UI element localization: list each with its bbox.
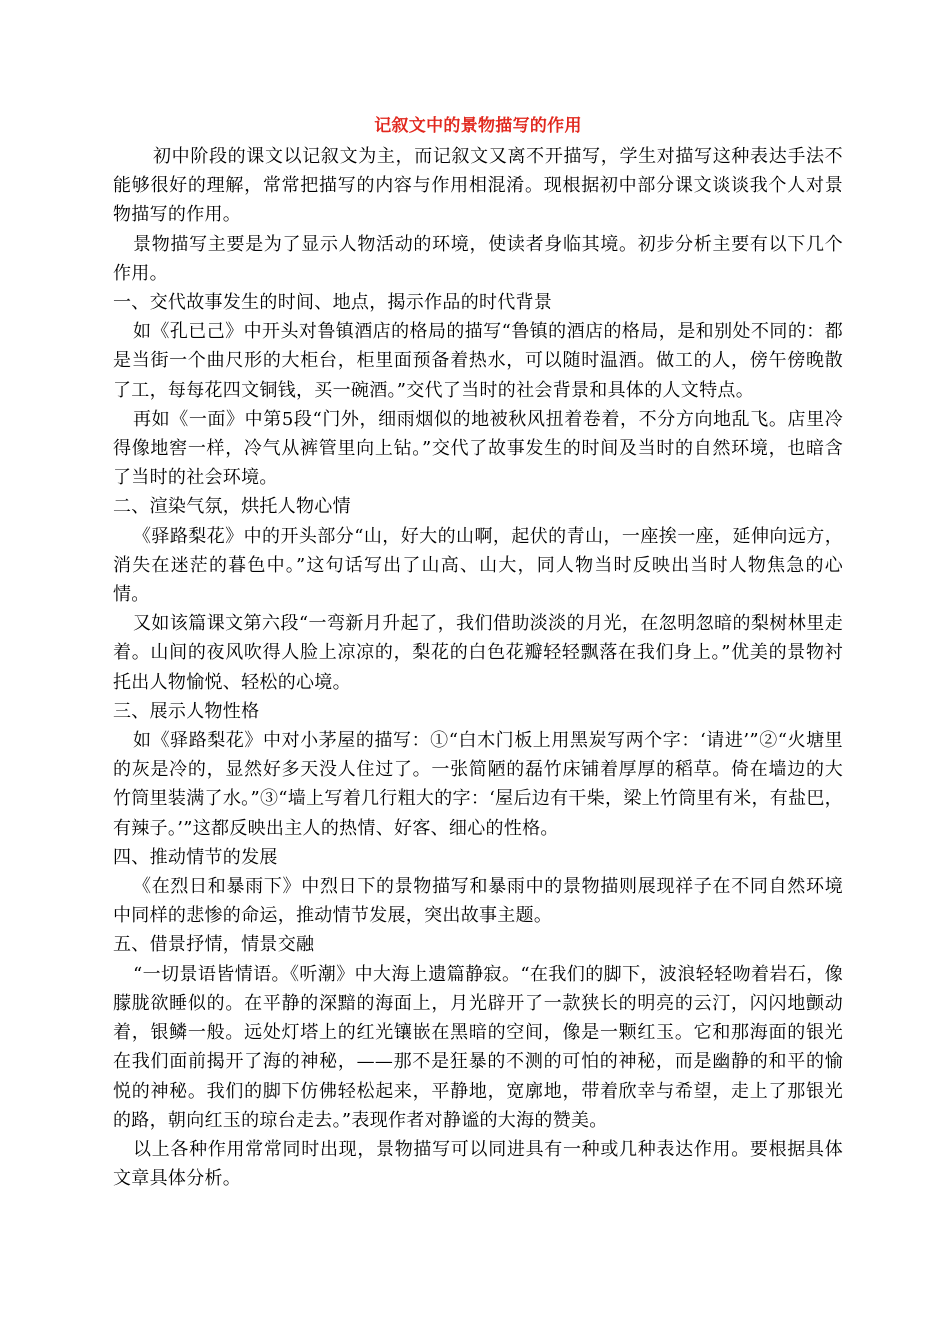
document-page — [113, 112, 843, 1193]
intro-paragraph-2: 景物描写主要是为了显示人物活动的环境，使读者身临其境。初步分析主要有以下几个作用。 — [113, 233, 843, 284]
section-2-paragraph-1: 《驿路梨花》中的开头部分“山，好大的山啊，起伏的青山，一座挨一座，延伸向远方，消失在迷茫的暮色中。”这句话写出了山高、山大，同人物当时反映出当时人物焦急的心情。 — [113, 525, 843, 606]
section-3-heading: 三、展示人物性格 — [113, 700, 260, 722]
section-5-paragraph-1: “一切景语皆情语。《听潮》中大海上遗篇静寂。“在我们的脚下，波浪轻轻吻着岩石，像朦胧欲睡似的。在平静的深黯的海面上，月光辟开了一款狭长的明亮的云汀，闪闪地颤动着，银鳞一般。远处灯塔上的红光镶嵌在黑暗的空间，像是一颗红玉。它和那海面的银光在我们面前揭开了海的神秘，——那不是狂暴的不测的可怕的神秘，而是幽静的和平的愉悦的神秘。我们的脚下仿佛轻松起来，平静地，宽廓地，带着欣幸与希望，走上了那银光的路，朝向红玉的琼台走去。”表现作者对静谧的大海的赞美。 — [113, 963, 843, 1131]
intro-paragraph-1: 初中阶段的课文以记叙文为主，而记叙文又离不开描写，学生对描写这种表达手法不能够很好的理解，常常把描写的内容与作用相混淆。现根据初中部分课文谈谈我个人对景物描写的作用。 — [113, 146, 843, 226]
section-4-heading: 四、推动情节的发展 — [113, 846, 278, 868]
section-3-paragraph-1: 如《驿路梨花》中对小茅屋的描写：①“白木门板上用黑炭写两个字：‘请进’”②“火塘里的灰是冷的，显然好多天没人住过了。一张简陋的磊竹床铺着厚厚的稻草。倚在墙边的大竹筒里装满了水。”③“墙上写着几行粗大的字：‘屋后边有干柴，梁上竹筒里有米，有盐巴，有辣子。’”这都反映出主人的热情、好客、细心的性格。 — [113, 730, 843, 839]
section-1-heading: 一、交代故事发生的时间、地点，揭示作品的时代背景 — [113, 292, 553, 314]
section-1-paragraph-2: 再如《一面》中第5段“门外，细雨烟似的地被秋风扭着卷着，不分方向地乱飞。店里冷得像地窖一样，冷气从裤管里向上钻。”交代了故事发生的时间及当时的自然环境，也暗含了当时的社会环境。 — [113, 408, 843, 489]
conclusion-paragraph: 以上各种作用常常同时出现，景物描写可以同进具有一种或几种表达作用。要根据具体文章具体分析。 — [113, 1138, 843, 1190]
section-1-paragraph-1: 如《孔已己》中开头对鲁镇酒店的格局的描写“鲁镇的酒店的格局，是和别处不同的：都是当街一个曲尺形的大柜台，柜里面预备着热水，可以随时温酒。做工的人，傍午傍晚散了工，每每花四文铜钱，买一碗酒。”交代了当时的社会背景和具体的人文特点。 — [113, 321, 843, 401]
section-2-heading: 二、渲染气氛，烘托人物心情 — [113, 496, 351, 518]
section-4-paragraph-1: 《在烈日和暴雨下》中烈日下的景物描写和暴雨中的景物描则展现祥子在不同自然环境中同样的悲惨的命运，推动情节发展，突出故事主题。 — [113, 876, 843, 927]
section-5-heading: 五、借景抒情，情景交融 — [113, 934, 315, 956]
section-2-paragraph-2: 又如该篇课文第六段“一弯新月升起了，我们借助淡淡的月光，在忽明忽暗的梨树林里走着。山间的夜风吹得人脸上凉凉的，梨花的白色花瓣轻轻飘落在我们身上。”优美的景物衬托出人物愉悦、轻松的心境。 — [113, 613, 843, 693]
document-title: 记叙文中的景物描写的作用 — [374, 116, 582, 136]
